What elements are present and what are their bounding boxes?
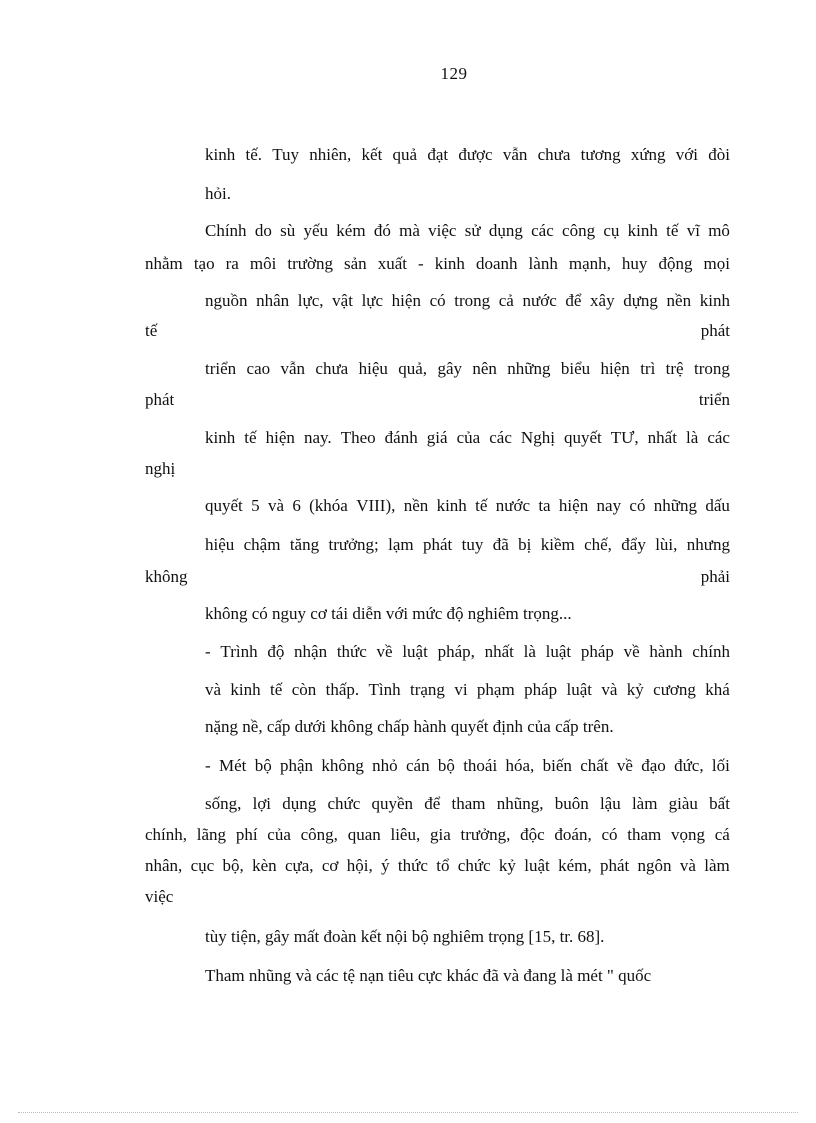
word: chức [457,856,491,875]
word: khá [705,680,730,699]
text-line [205,793,730,815]
word: Tuy [272,145,300,164]
word: vọng [671,825,705,844]
word: nhiên, [309,145,352,164]
word: những [653,496,697,515]
text-line [205,755,730,777]
word: lực, [297,291,324,310]
word: được [458,145,493,164]
word: kinh [230,680,261,699]
word: kết [361,145,383,164]
word: thức [397,856,428,875]
word: nhũng, [496,794,544,813]
word: huy [621,254,648,273]
word: quan [347,825,381,844]
word: kinh [434,254,465,273]
word: luật [524,856,550,875]
text-line [145,824,730,846]
word: - [205,642,211,661]
word: Mét [218,756,247,775]
word: đạt [427,145,449,164]
word: buôn [554,794,589,813]
word: hiện [558,496,589,515]
text-line: triển [698,390,730,409]
word: biểu [560,359,591,378]
word: bộ [437,756,455,775]
word: tế [475,496,488,515]
word: nhất [484,642,514,661]
word: chậm [243,535,281,554]
word: tế [244,428,257,447]
word: TƯ, [610,428,639,447]
word: xứng [630,145,666,164]
word: kinh [205,145,236,164]
word: lối [711,756,730,775]
word: hóa, [505,756,535,775]
word: nhân [256,291,290,310]
word: doanh [475,254,518,273]
word: nhằm [145,254,183,273]
word: trong [454,291,491,310]
word: nay [596,496,622,515]
word: mà [399,221,420,240]
word: tham [627,825,662,844]
word: chính, [145,825,188,844]
word: nền [403,496,429,515]
word: đã [492,535,509,554]
word: (khóa [309,496,348,515]
word: tạo [193,254,215,273]
word: mạnh, [568,254,611,273]
text-line: việc [145,887,174,906]
word: cán [405,756,430,775]
word: hội, [346,856,373,875]
word: phận [280,756,314,775]
text-line: phát [700,321,730,340]
text-line [205,495,730,517]
word: và [267,496,284,515]
text-line [205,290,730,312]
word: Trình [220,642,258,661]
word: ngôn [637,856,672,875]
word: quả, [398,359,428,378]
text-line [205,679,730,701]
word: cá [714,825,730,844]
word: pháp, [437,642,475,661]
word: bộ [254,756,272,775]
text-line: không có nguy cơ tái diễn với mức độ nghiêm trọng... [205,604,572,623]
word: trưởng; [328,535,379,554]
text-line [145,855,730,877]
word: bị [518,535,532,554]
word: chính [692,642,730,661]
word: và [601,680,618,699]
word: động [658,254,693,273]
word: quả [392,145,418,164]
word: pháp [580,642,614,661]
word: công, [300,825,338,844]
word: Theo [340,428,376,447]
text-line: hỏi. [205,184,231,203]
word: làm [704,856,730,875]
word: chế, [584,535,612,554]
word: và [679,856,696,875]
word: kinh [699,291,730,310]
word: đoán, [554,825,592,844]
word: lãng [196,825,227,844]
word: kinh [436,496,467,515]
word: Chính [205,221,247,240]
word: dựng [623,291,658,310]
word: tế [666,221,679,240]
word: hiệu [205,535,235,554]
word: với [675,145,698,164]
word: vật [332,291,353,310]
word: có [429,291,446,310]
word: pháp [524,680,558,699]
word: nước [522,291,557,310]
word: hành [649,642,683,661]
word: triển [205,359,237,378]
word: các [531,221,554,240]
text-line [205,534,730,556]
word: cơ [321,856,339,875]
word: sản [343,254,367,273]
word: dấu [705,496,730,515]
word: cao [246,359,271,378]
text-line [205,427,730,449]
word: còn [291,680,317,699]
word: vẫn [280,359,306,378]
word: của [456,428,481,447]
word: tương [580,145,621,164]
word: kèn [252,856,277,875]
word: về [376,642,393,661]
word: tế. [245,145,262,164]
word: hiện [265,428,295,447]
word: dụng [488,221,523,240]
word: lùi, [655,535,678,554]
word: kỷ [626,680,644,699]
word: đòi [708,145,730,164]
word: quyết [205,496,243,515]
word: luật [545,642,572,661]
word: Tình [368,680,401,699]
word: quyền [371,794,414,813]
word: cả [498,291,514,310]
word: tuy [461,535,484,554]
word: tổ [436,856,450,875]
word: luật [402,642,428,661]
word: chất [580,756,609,775]
word: độ [267,642,285,661]
word: nền [666,291,692,310]
word: chưa [537,145,571,164]
word: kinh [205,428,236,447]
word: do [254,221,272,240]
word: tăng [289,535,320,554]
word: các [489,428,512,447]
word: mọi [703,254,730,273]
word: gây [437,359,462,378]
word: - [418,254,424,273]
word: nhưng [686,535,730,554]
word: lành [528,254,558,273]
word: hiệu [358,359,388,378]
word: có [601,825,618,844]
text-line [205,358,730,380]
text-line [205,220,730,242]
word: dụng [282,794,317,813]
word: phát [599,856,630,875]
word: kém, [558,856,592,875]
word: nhận [294,642,328,661]
word: giàu [668,794,698,813]
word: tế [270,680,283,699]
word: và [205,680,222,699]
word: phát [423,535,453,554]
word: vi [454,680,468,699]
word: lực [361,291,384,310]
word: kinh [627,221,658,240]
word: gia [429,825,451,844]
word: nước [495,496,530,515]
word: độc [520,825,545,844]
word: để [565,291,582,310]
word: tham [451,794,486,813]
text-line [145,253,730,275]
word: hiện [600,359,630,378]
word: liêu, [390,825,421,844]
word: để [424,794,441,813]
text-line [205,641,730,663]
word: thấp. [325,680,360,699]
word: vẫn [502,145,528,164]
word: phạm [476,680,515,699]
word: phí [235,825,258,844]
word: việc [428,221,457,240]
word: cụ [603,221,620,240]
text-line: tùy tiện, gây mất đoàn kết nội bộ nghiêm trọng [15, tr. 68]. [205,927,605,946]
word: VIII), [356,496,396,515]
text-line: tế [145,321,158,340]
word: thoái [463,756,498,775]
word: ra [225,254,239,273]
word: nhất [647,428,677,447]
word: 6 [292,496,301,515]
word: đánh [384,428,418,447]
word: 5 [251,496,260,515]
word: hiện [391,291,421,310]
word: là [686,428,699,447]
word: bộ, [222,856,244,875]
text-line [205,144,730,166]
word: Nghị [520,428,555,447]
word: trưởng, [460,825,511,844]
word: luật [566,680,592,699]
word: trong [693,359,730,378]
word: nhỏ [372,756,398,775]
page-number: 129 [440,64,468,83]
word: nên [472,359,497,378]
word: biến [542,756,572,775]
word: sống, [205,794,242,813]
word: về [616,756,633,775]
word: xây [590,291,615,310]
word: kiềm [540,535,575,554]
text-line: nặng nề, cấp dưới không chấp hành quyết định của cấp trên. [205,717,614,736]
word: ý [381,856,390,875]
word: sử [464,221,481,240]
word: môi [249,254,277,273]
word: đó [373,221,391,240]
word: lợi [252,794,272,813]
text-line: không [145,567,188,586]
word: cựa, [285,856,314,875]
text-line: nghị [145,459,176,478]
word: không [321,756,364,775]
word: công [562,221,596,240]
word: trệ [665,359,684,378]
word: trì [640,359,656,378]
word: chưa [315,359,349,378]
word: lạm [388,535,414,554]
word: có [629,496,646,515]
word: giá [426,428,448,447]
text-line: Tham nhũng và các tệ nạn tiêu cực khác đã và đang là mét " quốc [205,966,652,985]
word: chức [327,794,361,813]
word: - [205,756,211,775]
word: kém [336,221,366,240]
text-line: phải [700,567,730,586]
word: quyết [563,428,602,447]
word: sù [280,221,296,240]
word: là [523,642,536,661]
word: đức, [674,756,704,775]
word: ta [538,496,551,515]
word: kỷ [498,856,516,875]
word: đẩy [621,535,646,554]
word: những [507,359,551,378]
word: xuất [377,254,407,273]
word: của [267,825,291,844]
word: trạng [410,680,445,699]
word: lậu [599,794,621,813]
word: bất [709,794,730,813]
word: về [623,642,640,661]
word: trường [287,254,333,273]
word: mô [708,221,730,240]
word: đạo [641,756,666,775]
word: nguồn [205,291,248,310]
text-line: phát [145,390,175,409]
word: vĩ [686,221,700,240]
word: cương [653,680,696,699]
word: nhân, [145,856,183,875]
word: làm [631,794,658,813]
word: cục [190,856,215,875]
word: nay. [303,428,332,447]
word: các [707,428,730,447]
bottom-dotted-rule [18,1112,798,1113]
word: yếu [303,221,329,240]
word: thức [336,642,367,661]
